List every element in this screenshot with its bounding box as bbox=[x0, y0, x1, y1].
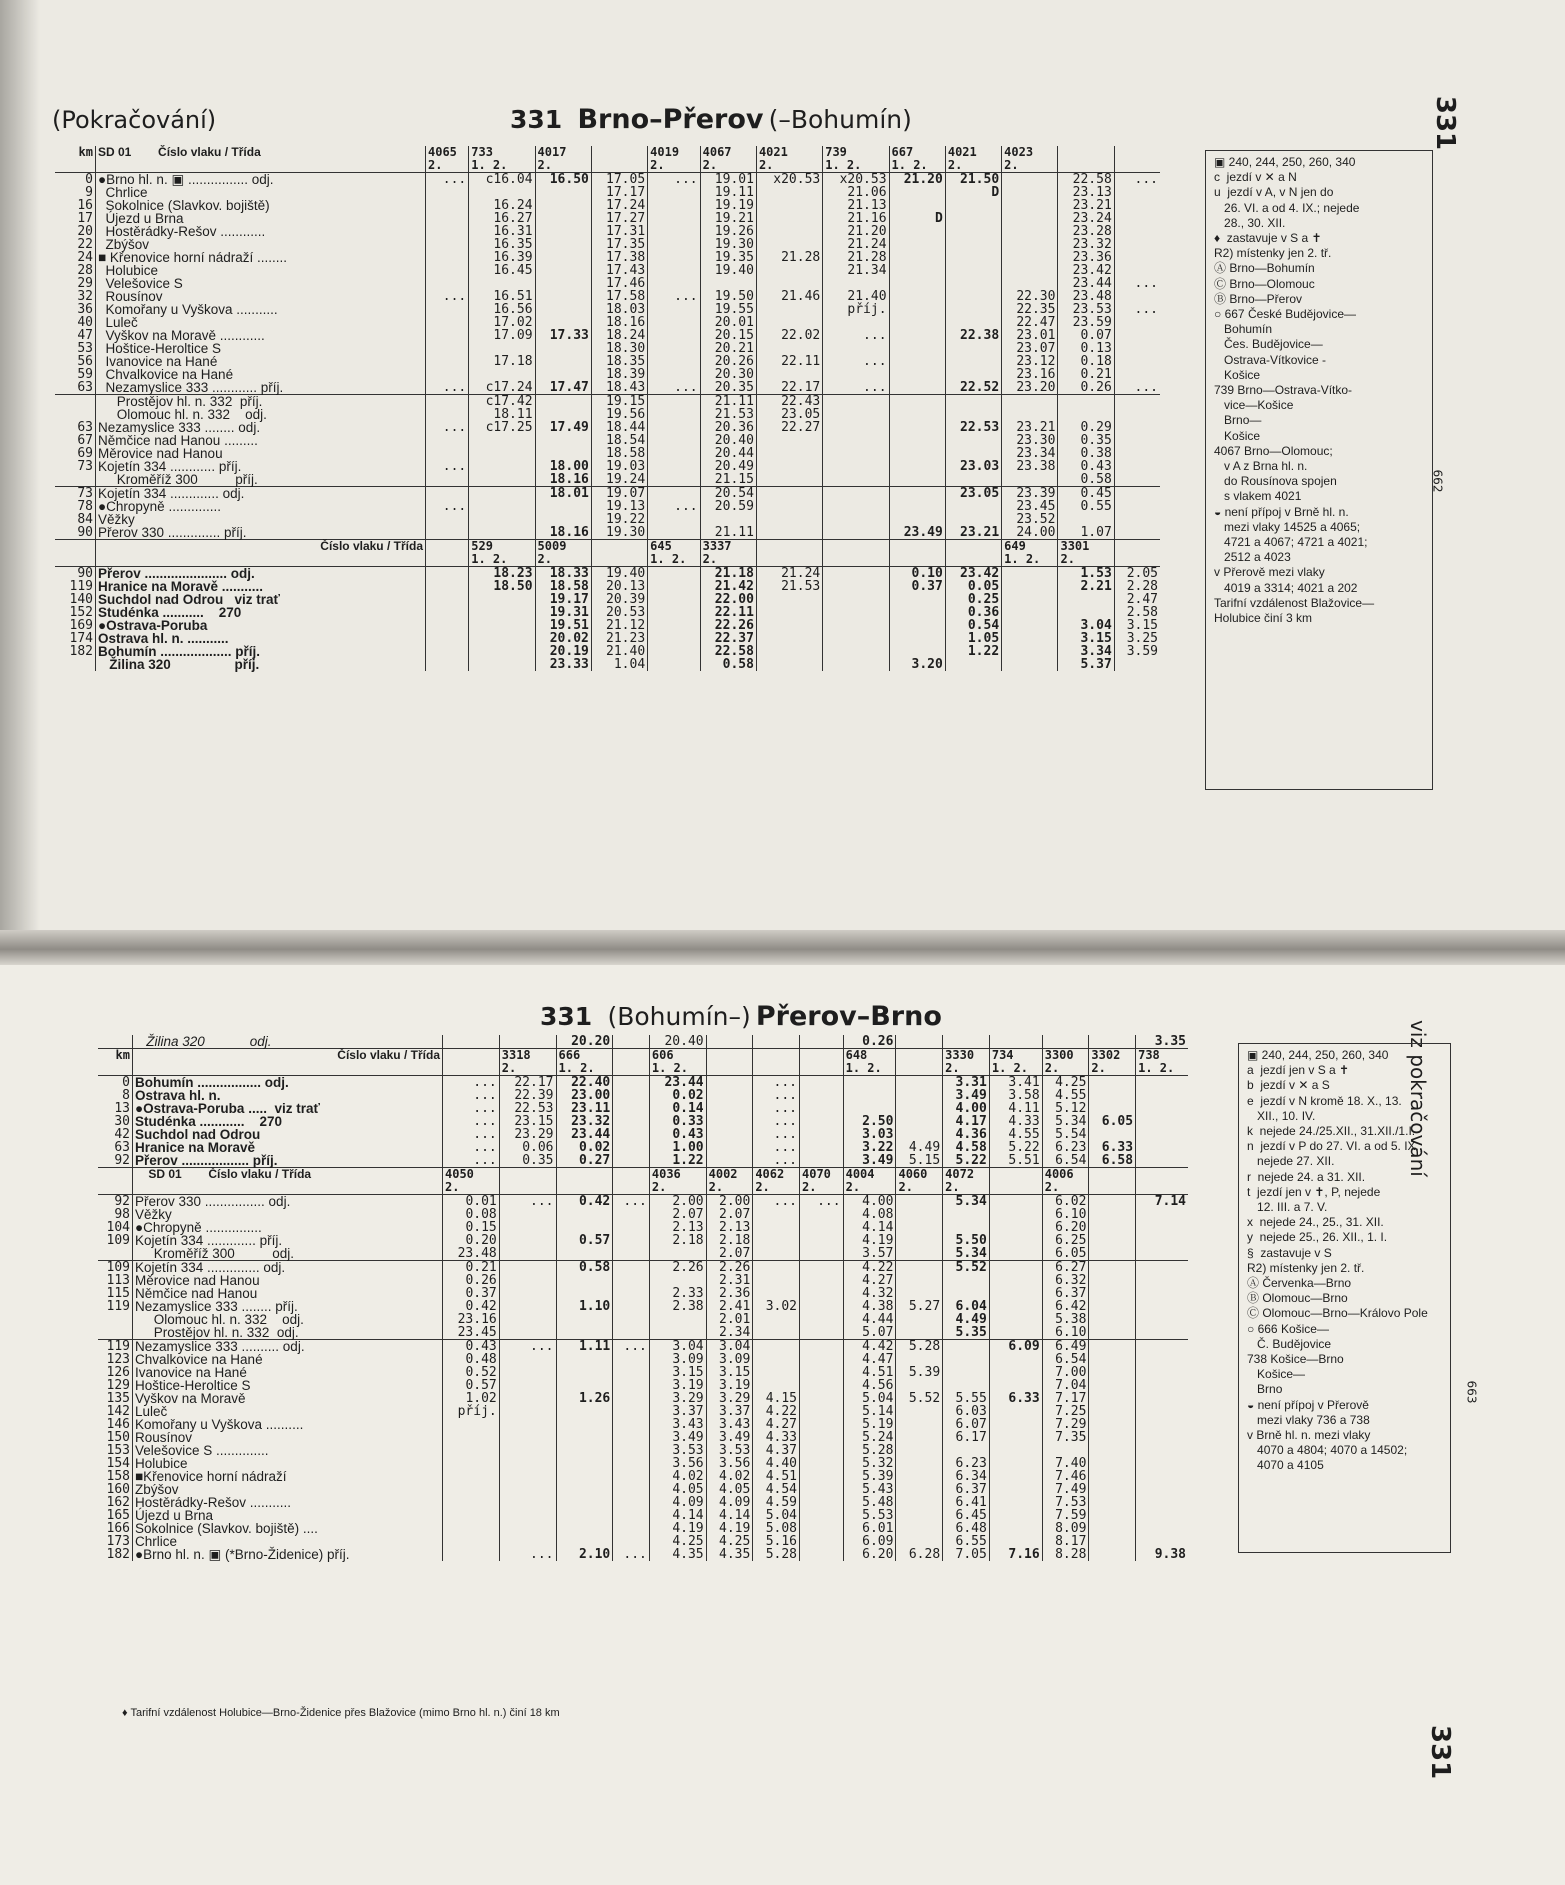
time-column: x20.53 21.06 21.13 21.16 21.20 21.24 21.28 21.34 21.40 příj. ... ... ... bbox=[823, 173, 889, 395]
train-header: 4062 2. bbox=[753, 1168, 800, 1195]
page-number: 662 bbox=[1430, 469, 1445, 493]
time-column bbox=[613, 1076, 650, 1168]
legend-note: Tarifní vzdálenost Blažovice— Holubice činí 3 km bbox=[1214, 595, 1375, 626]
train-info-header: Číslo vlaku / Třída bbox=[133, 1049, 443, 1076]
train-header: 4036 2. bbox=[649, 1168, 706, 1195]
time-column bbox=[889, 395, 945, 487]
train-header bbox=[613, 1049, 650, 1076]
time-column: 2.00 2.07 2.13 2.18 2.07 bbox=[706, 1195, 753, 1261]
time-column: 1.53 2.21 3.04 3.15 3.34 5.37 bbox=[1058, 567, 1114, 672]
time-column: 22.30 22.35 22.47 23.01 23.07 23.12 23.16 23.20 bbox=[1002, 173, 1058, 395]
time-column: 0.43 0.48 0.52 0.57 1.02 příj. bbox=[443, 1340, 500, 1562]
header-row bbox=[98, 1049, 1188, 1076]
time-column: 0.58 1.10 bbox=[556, 1261, 613, 1340]
time-column: 4.15 4.22 4.27 4.33 4.37 4.40 4.51 4.54 4.59 5.04 5.08 5.16 5.28 bbox=[753, 1340, 800, 1562]
zilina-row bbox=[98, 1035, 1188, 1049]
time-column bbox=[1002, 567, 1058, 672]
time-column bbox=[426, 567, 469, 672]
time-column bbox=[469, 487, 535, 540]
legend-note: ♦ zastavuje v S a ✝ bbox=[1214, 231, 1322, 246]
time-column: 20.54 20.59 21.11 bbox=[700, 487, 756, 540]
time-column: 21.11 21.53 20.36 20.40 20.44 20.49 21.15 bbox=[700, 395, 756, 487]
station-column: Bohumín ................. odj. Ostrava hl. n. ●Ostrava-Poruba ..... viz trať Studénka ............ 270 Suchdol nad Odrou Hranice na Moravě Přerov .................. příj. bbox=[133, 1076, 443, 1168]
time-column bbox=[499, 1261, 556, 1340]
class-label: Třída bbox=[281, 1167, 312, 1181]
class-label: Třída bbox=[231, 145, 261, 159]
time-column: 6.05 6.33 6.58 bbox=[1089, 1076, 1136, 1168]
legend-note: y nejede 25., 26. XII., 1. I. bbox=[1247, 1230, 1388, 1245]
time-column bbox=[989, 1035, 1042, 1049]
time-column bbox=[1089, 1195, 1136, 1261]
time-column bbox=[753, 1035, 800, 1049]
legend-note: ▣ 240, 244, 250, 260, 340 bbox=[1214, 155, 1356, 169]
train-header: 4021 2. bbox=[756, 146, 822, 173]
block-bohumin-prerov bbox=[98, 1076, 1188, 1168]
time-column: ... ... bbox=[499, 1340, 556, 1562]
time-column: 23.44 0.02 0.14 0.33 0.43 1.00 1.22 bbox=[649, 1076, 706, 1168]
train-number-label: Číslo vlaku bbox=[158, 145, 222, 159]
legend-note: ○ 667 České Budějovice— Bohumín Čes. Budějovice— Ostrava-Vítkovice - Košice bbox=[1214, 307, 1356, 382]
time-column bbox=[613, 1261, 650, 1340]
continuation-note: viz pokračování bbox=[1406, 1020, 1430, 1177]
time-column bbox=[648, 567, 700, 672]
time-column: ... bbox=[613, 1195, 650, 1261]
header-row-2 bbox=[55, 540, 1160, 567]
time-column bbox=[443, 1035, 500, 1049]
route-name: Přerov–Brno bbox=[755, 1001, 942, 1032]
legend-note: Ⓒ Olomouc—Brno—Královo Pole bbox=[1247, 1306, 1428, 1321]
train-number-label: Číslo vlaku bbox=[337, 1048, 401, 1062]
time-column: 22.43 23.05 22.27 bbox=[756, 395, 822, 487]
time-column: ... ... ... ... ... ... ... bbox=[753, 1076, 800, 1168]
time-column bbox=[1089, 1261, 1136, 1340]
legend-note: b jezdí v ✕ a S bbox=[1247, 1078, 1330, 1093]
time-column: 21.20 D bbox=[889, 173, 945, 395]
train-header: 649 1. 2. bbox=[1002, 540, 1058, 567]
time-column: 18.01 18.16 bbox=[535, 487, 591, 540]
train-header: 4070 2. bbox=[800, 1168, 844, 1195]
station-column: Přerov ...................... odj. Hranice na Moravě ........... Suchdol nad Odrou viz trať Studénka ........... 270 ●Ostrava-Poruba Ostrava hl. n. ........... Bohumín ................... příj. Žilina 320 příj. bbox=[96, 567, 426, 672]
header-row bbox=[55, 146, 1160, 173]
legend-note: 738 Košice—Brno Košice— Brno bbox=[1247, 1352, 1344, 1397]
time-column bbox=[1136, 1261, 1188, 1340]
legend-note: e jezdí v N kromě 18. X., 13. XII., 10. IV. bbox=[1247, 1093, 1402, 1123]
time-column bbox=[706, 1076, 753, 1168]
time-column: 18.23 18.50 bbox=[469, 567, 535, 672]
train-header: 648 1. 2. bbox=[843, 1049, 896, 1076]
train-header bbox=[896, 1049, 943, 1076]
train-header bbox=[591, 146, 647, 173]
time-column: 0.29 0.35 0.38 0.43 0.58 bbox=[1058, 395, 1114, 487]
time-column: c16.04 16.24 16.27 16.31 16.35 16.39 16.45 16.51 16.56 17.02 17.09 17.18 c17.24 bbox=[469, 173, 535, 395]
time-column: 17.05 17.17 17.24 17.27 17.31 17.35 17.38 17.43 17.46 17.58 18.03 18.16 18.24 18.30 18.35 18.39 18.43 bbox=[591, 173, 647, 395]
time-column bbox=[1114, 395, 1160, 487]
block-nezamyslice-kojetin bbox=[55, 395, 1160, 487]
block-kojetin-prerov bbox=[55, 487, 1160, 540]
km-column: 63 67 69 73 bbox=[55, 395, 96, 487]
train-header: 4002 2. bbox=[706, 1168, 753, 1195]
time-column: 21.50 D 22.38 22.52 bbox=[945, 173, 1001, 395]
timetable-brno-prerov bbox=[55, 146, 1160, 671]
time-column: ... bbox=[648, 487, 700, 540]
train-header: 739 1. 2. bbox=[823, 146, 889, 173]
route-extension: (–Bohumín) bbox=[768, 105, 912, 134]
time-column: 19.01 19.11 19.19 19.21 19.26 19.30 19.35 19.40 19.50 19.55 20.01 20.15 20.21 20.26 20.30 20.35 bbox=[700, 173, 756, 395]
time-column: 22.53 23.03 bbox=[945, 395, 1001, 487]
time-column bbox=[613, 1035, 650, 1049]
train-header bbox=[1058, 146, 1114, 173]
legend-note: ▣ 240, 244, 250, 260, 340 bbox=[1247, 1048, 1389, 1062]
train-header: 5009 2. bbox=[535, 540, 591, 567]
train-header: 4021 2. bbox=[945, 146, 1001, 173]
block-prerov-bohumin bbox=[55, 567, 1160, 672]
time-column bbox=[499, 1035, 556, 1049]
time-column: 0.21 0.26 0.37 0.42 23.16 23.45 bbox=[443, 1261, 500, 1340]
train-header: 4006 2. bbox=[1042, 1168, 1089, 1195]
time-column bbox=[989, 1195, 1042, 1261]
time-column: 2.26 2.33 2.38 bbox=[649, 1261, 706, 1340]
time-column: 2.05 2.28 2.47 2.58 3.15 3.25 3.59 bbox=[1114, 567, 1160, 672]
time-column: ... ... ... ... ... ... ... bbox=[443, 1076, 500, 1168]
time-column: 5.55 6.03 6.07 6.17 6.23 6.34 6.37 6.41 6.45 6.48 6.55 7.05 bbox=[943, 1340, 990, 1562]
time-column: ... bbox=[499, 1195, 556, 1261]
legend-note: v Přerově mezi vlaky 4019 a 3314; 4021 a 202 bbox=[1214, 565, 1358, 595]
time-column: 22.17 22.39 22.53 23.15 23.29 0.06 0.35 bbox=[499, 1076, 556, 1168]
timetable-page-662 bbox=[0, 0, 1565, 930]
time-column bbox=[1089, 1035, 1136, 1049]
train-header: 3337 2. bbox=[700, 540, 756, 567]
time-column: 4.25 4.55 5.12 5.34 5.54 6.23 6.54 bbox=[1042, 1076, 1089, 1168]
time-column bbox=[1114, 487, 1160, 540]
time-column: 21.24 21.53 bbox=[756, 567, 822, 672]
train-header: 734 1. 2. bbox=[989, 1049, 1042, 1076]
class-label: Třída bbox=[410, 1048, 440, 1062]
legend-notes bbox=[1205, 150, 1433, 790]
train-header: 4050 2. bbox=[443, 1168, 500, 1195]
time-column: 0.01 0.08 0.15 0.20 23.48 bbox=[443, 1195, 500, 1261]
train-header: 4023 2. bbox=[1002, 146, 1058, 173]
time-column: 22.40 23.00 23.11 23.32 23.44 0.02 0.27 bbox=[556, 1076, 613, 1168]
time-column: ... ... bbox=[426, 395, 469, 487]
train-header: 667 1. 2. bbox=[889, 146, 945, 173]
legend-note: ◒ není přípoj v Brně hl. n. mezi vlaky 14525 a 4065; 4721 a 4067; 4721 a 4021; 2512 a 4023 bbox=[1214, 504, 1368, 565]
station-column: Kojetín 334 .............. odj. Měrovice nad Hanou Němčice nad Hanou Nezamyslice 333 ........ příj. Olomouc hl. n. 332 odj. Prostějov hl. n. 332 odj. bbox=[133, 1261, 443, 1340]
time-column bbox=[756, 487, 822, 540]
time-column: 18.33 18.58 19.17 19.31 19.51 20.02 20.19 23.33 bbox=[535, 567, 591, 672]
km-header: km bbox=[55, 146, 96, 173]
km-column: 119 123 126 129 135 142 146 150 153 154 158 160 162 165 166 173 182 bbox=[106, 1339, 130, 1562]
block-kojetin-nezamyslice bbox=[98, 1261, 1188, 1340]
time-column: 7.14 bbox=[1136, 1195, 1188, 1261]
legend-note: t jezdí jen v ✝, P, nejede 12. III. a 7. V. bbox=[1247, 1184, 1381, 1215]
time-column: 3.31 3.49 4.00 4.17 4.36 4.58 5.22 bbox=[943, 1076, 990, 1168]
time-column bbox=[800, 1076, 844, 1168]
time-column: 23.39 23.45 23.52 24.00 bbox=[1002, 487, 1058, 540]
time-column: 22.58 23.13 23.21 23.24 23.28 23.32 23.36 23.42 23.44 23.48 23.53 23.59 0.07 0.13 0.18 0.21 0.26 bbox=[1058, 173, 1114, 395]
legend-note: v Brně hl. n. mezi vlaky 4070 a 4804; 4070 a 14502; 4070 a 4105 bbox=[1247, 1428, 1408, 1473]
time-column: 5.52 6.04 4.49 5.35 bbox=[943, 1261, 990, 1340]
tariff-footnote: ♦ Tarifní vzdálenost Holubice—Brno-Židenice přes Blažovice (mimo Brno hl. n.) činí 18 km bbox=[122, 1707, 560, 1719]
timetable-prerov-brno bbox=[98, 1035, 1188, 1561]
legend-note: Ⓑ Olomouc—Brno bbox=[1247, 1291, 1348, 1306]
time-column: 4.00 4.08 4.14 4.19 3.57 bbox=[843, 1195, 896, 1261]
legend-note: R2) místenky jen 2. tř. bbox=[1247, 1260, 1365, 1275]
time-column bbox=[823, 487, 889, 540]
time-column: 2.00 2.07 2.13 2.18 bbox=[649, 1195, 706, 1261]
time-column: 21.18 21.42 22.00 22.11 22.26 22.37 22.58 0.58 bbox=[700, 567, 756, 672]
time-column: 16.50 17.33 17.47 bbox=[535, 173, 591, 395]
time-column bbox=[1089, 1340, 1136, 1562]
time-column: ... bbox=[800, 1195, 844, 1261]
route-code: SD 01 bbox=[98, 145, 132, 159]
time-column: 3.04 3.09 3.15 3.19 3.29 3.37 3.43 3.49 3.53 3.56 4.02 4.05 4.09 4.14 4.19 4.25 4.35 bbox=[706, 1340, 753, 1562]
train-info-header: Číslo vlaku / Třída bbox=[96, 540, 426, 567]
time-column: 4.42 4.47 4.51 4.56 5.04 5.14 5.19 5.24 5.28 5.32 5.39 5.43 5.48 5.53 6.01 6.09 6.20 bbox=[843, 1340, 896, 1562]
train-info-header: SD 01 Číslo vlaku / Třída bbox=[133, 1168, 443, 1195]
train-header: 3330 2. bbox=[943, 1049, 990, 1076]
time-column: x20.53 21.28 21.46 22.02 22.11 22.17 bbox=[756, 173, 822, 395]
train-header: 733 1. 2. bbox=[469, 146, 535, 173]
book-fold bbox=[0, 930, 1565, 965]
time-column bbox=[706, 1035, 753, 1049]
station-column: Nezamyslice 333 .......... odj. Chvalkovice na Hané Ivanovice na Hané Hoštice-Heroltice S Vyškov na Moravě Luleč Komořany u Vyškova .......... Rousínov Velešovice S .............. Holubice ■Křenovice horní nádraží Zbýšov Hostěrádky-Rešov ........... Újezd u Brna Sokolnice (Slavkov. bojiště) .... Chrlice ●Brno hl. n. ▣ (*Brno-Židenice) příj. bbox=[133, 1340, 443, 1562]
route-name: Brno–Přerov bbox=[577, 104, 764, 135]
time-column: 5.27 bbox=[896, 1261, 943, 1340]
legend-note: k nejede 24./25.XII., 31.XII./1.I. bbox=[1247, 1124, 1416, 1139]
station-column: Přerov 330 ................ odj. Věžky ●Chropyně ............... Kojetín 334 ............. příj. Kroměříž 300 odj. bbox=[133, 1195, 443, 1261]
legend-note: c jezdí v ✕ a N bbox=[1214, 170, 1297, 185]
train-header: 4019 2. bbox=[648, 146, 700, 173]
time-column: 2.50 3.03 3.22 3.49 bbox=[843, 1076, 896, 1168]
time-column: ... bbox=[426, 487, 469, 540]
train-header: 3300 2. bbox=[1042, 1049, 1089, 1076]
time-column: 3.35 bbox=[1136, 1035, 1188, 1049]
block-nezamyslice-brno bbox=[98, 1340, 1188, 1562]
time-column bbox=[800, 1261, 844, 1340]
time-column: 23.49 bbox=[889, 487, 945, 540]
train-header bbox=[753, 1049, 800, 1076]
time-column: 6.09 6.33 7.16 bbox=[989, 1340, 1042, 1562]
time-column: ... bbox=[753, 1195, 800, 1261]
train-header: 4072 2. bbox=[943, 1168, 990, 1195]
station-zilina: Žilina 320 odj. bbox=[133, 1035, 443, 1049]
legend-note: u jezdí v A, v N jen do 26. VI. a od 4. IX.; nejede 28., 30. XII. bbox=[1214, 185, 1360, 230]
header-row-2 bbox=[98, 1168, 1188, 1195]
train-header bbox=[800, 1049, 844, 1076]
time-column bbox=[1042, 1035, 1089, 1049]
time-column: 5.34 5.50 5.34 bbox=[943, 1195, 990, 1261]
page-title bbox=[540, 1001, 942, 1032]
time-column bbox=[823, 395, 889, 487]
time-column: 1.11 1.26 2.10 bbox=[556, 1340, 613, 1562]
table-number: 331 bbox=[540, 1002, 593, 1031]
time-column: 23.21 23.30 23.34 23.38 bbox=[1002, 395, 1058, 487]
station-column: ●Brno hl. n. ▣ ................ odj. Chrlice Sokolnice (Slavkov. bojiště) Újezd u Brna Hostěrádky-Rešov ............ Zbýšov ■ Křenovice horní nádraží ........ Holubice Velešovice S Rousínov Komořany u Vyškova ........... Luleč Vyškov na Moravě ............ Hoštice-Heroltice S Ivanovice na Hané Chvalkovice na Hané Nezamyslice 333 ............ příj. bbox=[96, 173, 426, 395]
train-header: 738 1. 2. bbox=[1136, 1049, 1188, 1076]
train-header: 4060 2. bbox=[896, 1168, 943, 1195]
legend-note: Ⓑ Brno—Přerov bbox=[1214, 291, 1303, 306]
station-column: Kojetín 334 ............. odj. ●Chropyně .............. Věžky Přerov 330 .............. příj. bbox=[96, 487, 426, 540]
time-column: 6.02 6.10 6.20 6.25 6.05 bbox=[1042, 1195, 1089, 1261]
train-header bbox=[1114, 146, 1160, 173]
legend-note: Ⓐ Červenka—Brno bbox=[1247, 1276, 1352, 1291]
legend-note: a jezdí jen v S a ✝ bbox=[1247, 1063, 1350, 1078]
time-column: 19.07 19.13 19.22 19.30 bbox=[591, 487, 647, 540]
legend-note: Ⓐ Brno—Bohumín bbox=[1214, 261, 1315, 276]
train-header: 3301 2. bbox=[1058, 540, 1114, 567]
legend-note: Ⓒ Brno—Olomouc bbox=[1214, 276, 1315, 291]
time-column: 4.22 4.27 4.32 4.38 4.44 5.07 bbox=[843, 1261, 896, 1340]
km-header: km bbox=[98, 1049, 133, 1076]
class-label: Třída bbox=[393, 539, 423, 553]
continuation-label: (Pokračování) bbox=[52, 106, 217, 134]
time-column: ... ... ... bbox=[648, 173, 700, 395]
legend-note: 4067 Brno—Olomouc; v A z Brna hl. n. do Rousínova spojen s vlakem 4021 bbox=[1214, 443, 1337, 504]
block-brno-nezamyslice bbox=[55, 173, 1160, 395]
time-column: 0.10 0.37 3.20 bbox=[889, 567, 945, 672]
time-column: 17.49 18.00 18.16 bbox=[535, 395, 591, 487]
km-column: 0 9 16 17 20 22 24 28 29 32 36 40 47 53 56 59 63 bbox=[55, 173, 96, 395]
time-column: 0.45 0.55 1.07 bbox=[1058, 487, 1114, 540]
time-column: 0.42 0.57 bbox=[556, 1195, 613, 1261]
page-edge-shadow bbox=[0, 0, 40, 930]
train-header: 606 1. 2. bbox=[649, 1049, 706, 1076]
train-header: 666 1. 2. bbox=[556, 1049, 613, 1076]
time-column bbox=[800, 1340, 844, 1562]
train-number-label: Číslo vlaku bbox=[208, 1167, 272, 1181]
time-column: 23.05 23.21 bbox=[945, 487, 1001, 540]
time-column: 19.15 19.56 18.44 18.54 18.58 19.03 19.24 bbox=[591, 395, 647, 487]
time-column bbox=[943, 1035, 990, 1049]
time-column: ... ... ... ... bbox=[1114, 173, 1160, 395]
time-column: 3.04 3.09 3.15 3.19 3.29 3.37 3.43 3.49 3.53 3.56 4.02 4.05 4.09 4.14 4.19 4.25 4.35 bbox=[649, 1340, 706, 1562]
time-column: 6.49 6.54 7.00 7.04 7.17 7.25 7.29 7.35 7.40 7.46 7.49 7.53 7.59 8.09 8.17 8.28 bbox=[1042, 1340, 1089, 1562]
train-header: 4065 2. bbox=[426, 146, 469, 173]
km-column: 0 8 13 30 42 63 92 bbox=[98, 1076, 133, 1168]
km-column: 92 98 104 109 bbox=[98, 1195, 133, 1261]
time-column: 0.26 bbox=[843, 1035, 896, 1049]
legend-note: n jezdí v P do 27. VI. a od 5. IX.; nejede 27. XII. bbox=[1247, 1139, 1423, 1169]
train-header: 529 1. 2. bbox=[469, 540, 535, 567]
block-prerov-kojetin bbox=[98, 1195, 1188, 1261]
legend-note: r nejede 24. a 31. XII. bbox=[1247, 1169, 1366, 1184]
page-title bbox=[510, 104, 912, 135]
time-column bbox=[800, 1035, 844, 1049]
time-column: 23.42 0.05 0.25 0.36 0.54 1.05 1.22 bbox=[945, 567, 1001, 672]
time-column: c17.42 18.11 c17.25 bbox=[469, 395, 535, 487]
time-column bbox=[896, 1195, 943, 1261]
legend-notes bbox=[1238, 1043, 1451, 1553]
timetable-page-663 bbox=[0, 965, 1565, 1885]
time-column: 9.38 bbox=[1136, 1340, 1188, 1562]
time-column: 20.40 bbox=[649, 1035, 706, 1049]
train-header: 4004 2. bbox=[843, 1168, 896, 1195]
time-column: 3.41 3.58 4.11 4.33 4.55 5.22 5.51 bbox=[989, 1076, 1042, 1168]
time-column: 20.20 bbox=[556, 1035, 613, 1049]
time-column bbox=[823, 567, 889, 672]
legend-note: ○ 666 Košice— Č. Budějovice bbox=[1247, 1321, 1332, 1351]
train-header bbox=[706, 1049, 753, 1076]
route-code: SD 01 bbox=[148, 1167, 182, 1181]
time-column: ... ... bbox=[613, 1340, 650, 1562]
side-table-number: 331 bbox=[1425, 1725, 1455, 1780]
table-number: 331 bbox=[510, 105, 563, 134]
train-header: 3318 2. bbox=[499, 1049, 556, 1076]
route-extension: (Bohumín–) bbox=[607, 1002, 751, 1031]
page-number: 663 bbox=[1464, 1380, 1479, 1404]
legend-note: § zastavuje v S bbox=[1247, 1245, 1332, 1260]
train-header: 3302 2. bbox=[1089, 1049, 1136, 1076]
train-header: 4067 2. bbox=[700, 146, 756, 173]
time-column: 5.28 5.39 5.52 6.28 bbox=[896, 1340, 943, 1562]
time-column: 6.27 6.32 6.37 6.42 5.38 6.10 bbox=[1042, 1261, 1089, 1340]
time-column: 3.02 bbox=[753, 1261, 800, 1340]
legend-note: x nejede 24., 25., 31. XII. bbox=[1247, 1215, 1384, 1230]
time-column bbox=[648, 395, 700, 487]
time-column: 19.40 20.13 20.39 20.53 21.12 21.23 21.40 1.04 bbox=[591, 567, 647, 672]
time-column: 4.49 5.15 bbox=[896, 1076, 943, 1168]
legend-note: ◒ není přípoj v Přerově mezi vlaky 736 a 738 bbox=[1247, 1397, 1370, 1427]
side-table-number: 331 bbox=[1430, 95, 1461, 151]
train-header: 645 1. 2. bbox=[648, 540, 700, 567]
time-column: ... ... ... bbox=[426, 173, 469, 395]
km-column: 109 113 115 119 bbox=[98, 1261, 133, 1340]
train-header bbox=[443, 1049, 500, 1076]
legend-note: 739 Brno—Ostrava-Vítko- vice—Košice Brno— Košice bbox=[1214, 383, 1353, 443]
km-column: 73 78 84 90 bbox=[55, 487, 96, 540]
station-column: Prostějov hl. n. 332 příj. Olomouc hl. n. 332 odj. Nezamyslice 333 ........ odj. Němčice nad Hanou ......... Měrovice nad Hanou Kojetín 334 ............ příj. Kroměříž 300 příj. bbox=[96, 395, 426, 487]
km-column: 90 119 140 152 169 174 182 bbox=[69, 566, 93, 659]
train-header: 4017 2. bbox=[535, 146, 591, 173]
train-info-header: SD 01 Číslo vlaku / Třída bbox=[96, 146, 426, 173]
time-column: 2.26 2.31 2.36 2.41 2.01 2.34 bbox=[706, 1261, 753, 1340]
time-column bbox=[896, 1035, 943, 1049]
time-column bbox=[989, 1261, 1042, 1340]
train-number-label: Číslo vlaku bbox=[320, 539, 384, 553]
legend-note: R2) místenky jen 2. tř. bbox=[1214, 246, 1332, 261]
